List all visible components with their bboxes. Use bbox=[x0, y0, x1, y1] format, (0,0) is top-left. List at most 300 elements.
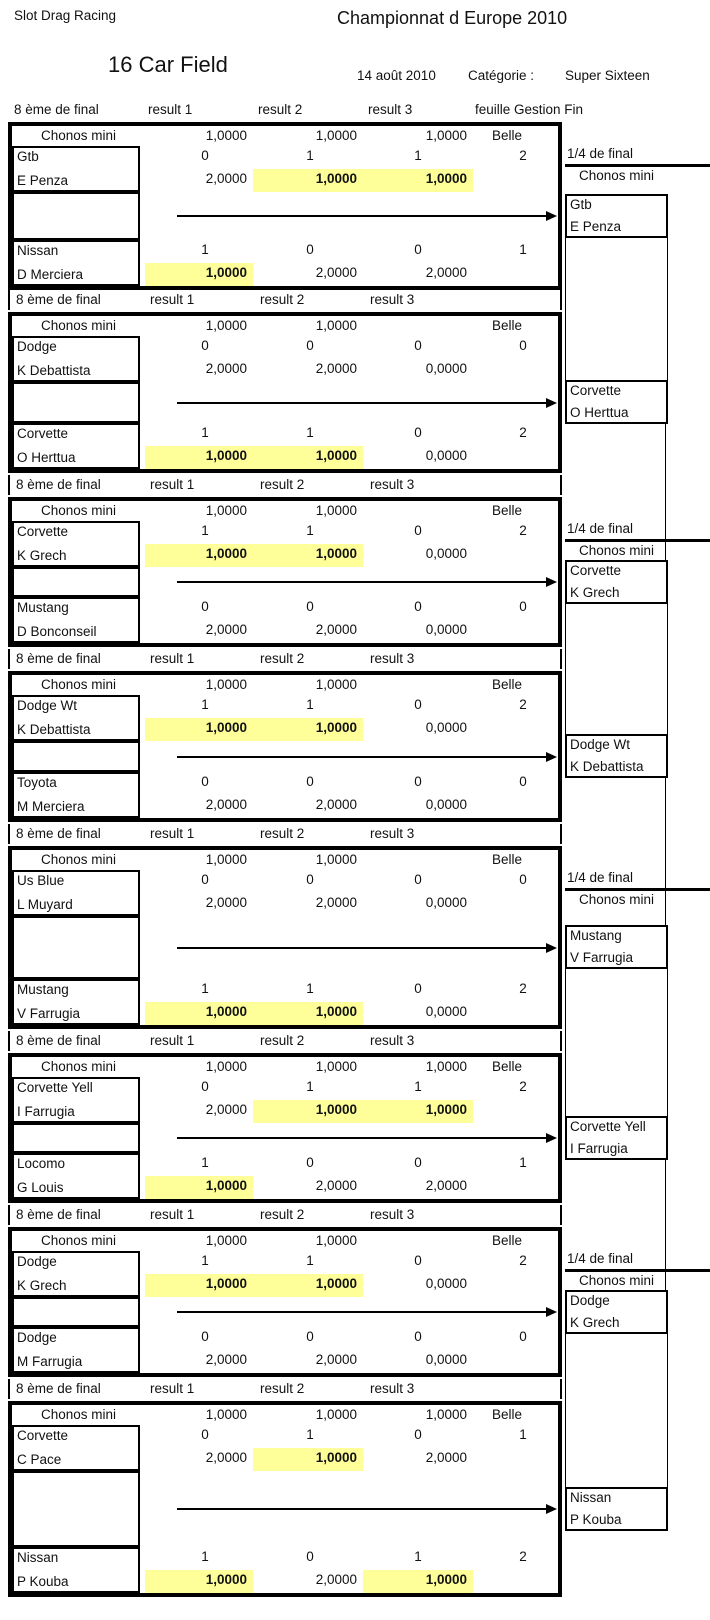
app-title: Slot Drag Racing bbox=[14, 8, 117, 23]
result-col-label: result 3 bbox=[370, 1033, 415, 1048]
advance-arrow-head bbox=[546, 398, 557, 408]
car-name: Gtb bbox=[570, 197, 592, 212]
result-col-label: result 3 bbox=[370, 1207, 415, 1222]
run-time: 1,0000 bbox=[315, 1102, 357, 1117]
entrant-box bbox=[12, 1327, 140, 1373]
belle-win-count: 0 bbox=[519, 774, 527, 789]
run-time: 2,0000 bbox=[205, 895, 247, 910]
win-count: 0 bbox=[201, 1427, 209, 1442]
belle-win-count: 2 bbox=[519, 1079, 527, 1094]
chrono-value: 1,0000 bbox=[205, 1233, 247, 1248]
win-count: 0 bbox=[306, 338, 314, 353]
run-time: 0,0000 bbox=[425, 720, 467, 735]
driver-name: M Merciera bbox=[17, 799, 85, 814]
chrono-label: Chonos mini bbox=[40, 677, 117, 692]
entrant-box bbox=[12, 1425, 140, 1471]
connector-box bbox=[12, 741, 140, 772]
win-count: 1 bbox=[201, 981, 209, 996]
run-time: 2,0000 bbox=[315, 895, 357, 910]
qf-winner-box bbox=[565, 1487, 668, 1531]
run-time: 1,0000 bbox=[205, 1178, 247, 1193]
advance-arrow-line bbox=[177, 215, 547, 217]
win-count: 1 bbox=[201, 242, 209, 257]
win-count: 0 bbox=[414, 774, 422, 789]
result-col-label: result 1 bbox=[150, 826, 195, 841]
driver-name: K Debattista bbox=[570, 759, 644, 774]
win-count: 1 bbox=[306, 148, 314, 163]
round-label: 8 ème de final bbox=[16, 651, 101, 666]
result-col-label: result 1 bbox=[150, 1033, 195, 1048]
run-time: 2,0000 bbox=[315, 622, 357, 637]
win-count: 1 bbox=[306, 523, 314, 538]
belle-win-count: 0 bbox=[519, 338, 527, 353]
qf-label-underline bbox=[565, 164, 710, 167]
round-label: 8 ème de final bbox=[14, 102, 99, 117]
car-name: Mustang bbox=[570, 928, 622, 943]
belle-win-count: 2 bbox=[519, 697, 527, 712]
belle-win-count: 0 bbox=[519, 1329, 527, 1344]
entrant-box bbox=[12, 336, 140, 382]
chrono-value: 1,0000 bbox=[315, 503, 357, 518]
result-col-label: result 2 bbox=[260, 1207, 305, 1222]
result-col-label: result 1 bbox=[150, 1381, 195, 1396]
event-date: 14 août 2010 bbox=[357, 68, 436, 83]
connector-box bbox=[12, 382, 140, 423]
belle-win-count: 1 bbox=[519, 242, 527, 257]
win-count: 0 bbox=[306, 1155, 314, 1170]
qf-connector-cell bbox=[565, 604, 668, 734]
car-name: Mustang bbox=[17, 600, 69, 615]
car-name: Dodge bbox=[17, 339, 57, 354]
match-block bbox=[8, 497, 562, 647]
run-time: 1,0000 bbox=[315, 546, 357, 561]
win-count: 0 bbox=[201, 872, 209, 887]
run-time: 1,0000 bbox=[205, 546, 247, 561]
run-time: 1,0000 bbox=[315, 1450, 357, 1465]
qf-label: 1/4 de final bbox=[567, 146, 634, 161]
round-label: 8 ème de final bbox=[16, 826, 101, 841]
entrant-box bbox=[12, 521, 140, 567]
qf-connector-cell bbox=[565, 969, 668, 1116]
belle-win-count: 2 bbox=[519, 981, 527, 996]
chrono-label: Chonos mini bbox=[40, 852, 117, 867]
win-count: 1 bbox=[306, 1253, 314, 1268]
result-col-label: result 1 bbox=[150, 477, 195, 492]
qf-winner-box bbox=[565, 194, 668, 238]
entrant-box bbox=[12, 1251, 140, 1297]
win-count: 0 bbox=[414, 1427, 422, 1442]
result-col-label: result 1 bbox=[150, 1207, 195, 1222]
win-count: 0 bbox=[414, 338, 422, 353]
car-name: Us Blue bbox=[17, 873, 65, 888]
win-count: 1 bbox=[201, 1549, 209, 1564]
result-col-label: result 3 bbox=[370, 651, 415, 666]
car-name: Corvette bbox=[570, 563, 622, 578]
car-name: Dodge Wt bbox=[17, 698, 78, 713]
entrant-box bbox=[12, 597, 140, 643]
result-col-label: result 3 bbox=[370, 1381, 415, 1396]
match-block bbox=[8, 122, 562, 290]
win-count: 0 bbox=[306, 1329, 314, 1344]
car-name: Dodge Wt bbox=[570, 737, 631, 752]
win-count: 1 bbox=[201, 425, 209, 440]
chrono-label: Chonos mini bbox=[40, 318, 117, 333]
qf-chrono-label: Chonos mini bbox=[578, 892, 655, 907]
round-header-row bbox=[8, 1031, 562, 1051]
driver-name: K Grech bbox=[570, 585, 620, 600]
run-time: 1,0000 bbox=[205, 448, 247, 463]
driver-name: V Farrugia bbox=[17, 1006, 81, 1021]
run-time: 1,0000 bbox=[315, 1004, 357, 1019]
run-time: 2,0000 bbox=[315, 1572, 357, 1587]
advance-arrow-head bbox=[546, 211, 557, 221]
qf-connector-cell bbox=[565, 1334, 668, 1487]
entrant-box bbox=[12, 979, 140, 1025]
result-col-label: result 2 bbox=[260, 1381, 305, 1396]
car-name: Nissan bbox=[570, 1490, 612, 1505]
belle-win-count: 0 bbox=[519, 872, 527, 887]
win-count: 0 bbox=[201, 338, 209, 353]
chrono-value: 1,0000 bbox=[205, 852, 247, 867]
qf-label: 1/4 de final bbox=[567, 1251, 634, 1266]
chrono-value: 1,0000 bbox=[425, 128, 467, 143]
run-time: 1,0000 bbox=[315, 720, 357, 735]
chrono-value: 1,0000 bbox=[205, 503, 247, 518]
car-name: Toyota bbox=[17, 775, 57, 790]
result-col-label: result 3 bbox=[368, 102, 413, 117]
run-time: 2,0000 bbox=[425, 1178, 467, 1193]
run-time: 1,0000 bbox=[315, 448, 357, 463]
advance-arrow-line bbox=[177, 1137, 547, 1139]
driver-name: I Farrugia bbox=[570, 1141, 628, 1156]
chrono-value: 1,0000 bbox=[315, 1059, 357, 1074]
qf-winner-box bbox=[565, 734, 668, 778]
win-count: 0 bbox=[201, 148, 209, 163]
result-col-label: result 2 bbox=[260, 651, 305, 666]
win-count: 0 bbox=[414, 1155, 422, 1170]
result-col-label: result 2 bbox=[258, 102, 303, 117]
win-count: 1 bbox=[306, 1427, 314, 1442]
advance-arrow-line bbox=[177, 1508, 547, 1510]
win-count: 0 bbox=[414, 1329, 422, 1344]
car-name: Corvette bbox=[17, 1428, 69, 1443]
win-count: 1 bbox=[306, 697, 314, 712]
qf-winner-box bbox=[565, 1116, 668, 1160]
qf-label: 1/4 de final bbox=[567, 870, 634, 885]
driver-name: L Muyard bbox=[17, 897, 73, 912]
chrono-value: 1,0000 bbox=[315, 318, 357, 333]
win-count: 0 bbox=[414, 872, 422, 887]
advance-arrow-head bbox=[546, 1133, 557, 1143]
connector-box bbox=[12, 1471, 140, 1547]
round-label: 8 ème de final bbox=[16, 1381, 101, 1396]
driver-name: E Penza bbox=[570, 219, 622, 234]
driver-name: I Farrugia bbox=[17, 1104, 75, 1119]
belle-label: Belle bbox=[491, 503, 523, 518]
win-count: 1 bbox=[306, 425, 314, 440]
belle-label: Belle bbox=[491, 677, 523, 692]
qf-label-underline bbox=[565, 539, 710, 542]
car-name: Mustang bbox=[17, 982, 69, 997]
qf-winner-box bbox=[565, 380, 668, 424]
run-time: 1,0000 bbox=[205, 720, 247, 735]
win-count: 0 bbox=[414, 242, 422, 257]
round-header-row bbox=[8, 290, 562, 310]
run-time: 0,0000 bbox=[425, 1276, 467, 1291]
car-name: Dodge bbox=[17, 1330, 57, 1345]
driver-name: G Louis bbox=[17, 1180, 64, 1195]
chrono-value: 1,0000 bbox=[425, 1407, 467, 1422]
win-count: 0 bbox=[201, 774, 209, 789]
run-time: 0,0000 bbox=[425, 797, 467, 812]
win-count: 1 bbox=[414, 1079, 422, 1094]
round-label: 8 ème de final bbox=[16, 1033, 101, 1048]
match-block bbox=[8, 1401, 562, 1597]
sheet-label: feuille Gestion Fin bbox=[475, 102, 584, 117]
belle-win-count: 1 bbox=[519, 1155, 527, 1170]
run-time: 0,0000 bbox=[425, 622, 467, 637]
belle-win-count: 2 bbox=[519, 148, 527, 163]
chrono-value: 1,0000 bbox=[315, 128, 357, 143]
car-name: Nissan bbox=[17, 1550, 59, 1565]
field-title: 16 Car Field bbox=[108, 52, 228, 77]
round-header-row bbox=[8, 1379, 562, 1399]
belle-win-count: 2 bbox=[519, 425, 527, 440]
run-time: 1,0000 bbox=[425, 1102, 467, 1117]
entrant-box bbox=[12, 772, 140, 818]
car-name: Corvette bbox=[17, 524, 69, 539]
entrant-box bbox=[12, 423, 140, 469]
win-count: 0 bbox=[306, 872, 314, 887]
driver-name: M Farrugia bbox=[17, 1354, 83, 1369]
match-block bbox=[8, 1227, 562, 1377]
advance-arrow-head bbox=[546, 1307, 557, 1317]
entrant-box bbox=[12, 1077, 140, 1123]
round-header-row bbox=[8, 649, 562, 669]
entrant-box bbox=[12, 146, 140, 192]
driver-name: O Herttua bbox=[570, 405, 629, 420]
win-count: 0 bbox=[201, 1329, 209, 1344]
chrono-value: 1,0000 bbox=[315, 1407, 357, 1422]
run-time: 1,0000 bbox=[315, 171, 357, 186]
page-title: Championnat d Europe 2010 bbox=[337, 8, 568, 28]
match-block bbox=[8, 1053, 562, 1203]
driver-name: K Debattista bbox=[17, 363, 91, 378]
run-time: 1,0000 bbox=[425, 1572, 467, 1587]
category-value: Super Sixteen bbox=[565, 68, 650, 83]
chrono-label: Chonos mini bbox=[40, 1233, 117, 1248]
belle-label: Belle bbox=[491, 128, 523, 143]
round-header-row bbox=[8, 824, 562, 844]
win-count: 0 bbox=[306, 774, 314, 789]
belle-win-count: 2 bbox=[519, 523, 527, 538]
driver-name: P Kouba bbox=[17, 1574, 69, 1589]
car-name: Locomo bbox=[17, 1156, 66, 1171]
car-name: Corvette bbox=[17, 426, 69, 441]
result-col-label: result 2 bbox=[260, 826, 305, 841]
belle-win-count: 1 bbox=[519, 1427, 527, 1442]
result-col-label: result 2 bbox=[260, 477, 305, 492]
qf-connector-cell bbox=[565, 238, 668, 380]
match-block bbox=[8, 312, 562, 473]
driver-name: E Penza bbox=[17, 173, 69, 188]
advance-arrow-head bbox=[546, 577, 557, 587]
car-name: Gtb bbox=[17, 149, 39, 164]
advance-arrow-line bbox=[177, 947, 547, 949]
win-count: 0 bbox=[414, 425, 422, 440]
qf-winner-box bbox=[565, 560, 668, 604]
run-time: 2,0000 bbox=[205, 361, 247, 376]
car-name: Corvette Yell bbox=[17, 1080, 93, 1095]
chrono-value: 1,0000 bbox=[315, 852, 357, 867]
car-name: Corvette Yell bbox=[570, 1119, 646, 1134]
driver-name: K Grech bbox=[17, 548, 67, 563]
qf-winner-box bbox=[565, 925, 668, 969]
belle-win-count: 2 bbox=[519, 1549, 527, 1564]
advance-arrow-line bbox=[177, 581, 547, 583]
belle-win-count: 2 bbox=[519, 1253, 527, 1268]
run-time: 0,0000 bbox=[425, 361, 467, 376]
round-label: 8 ème de final bbox=[16, 292, 101, 307]
run-time: 2,0000 bbox=[205, 1102, 247, 1117]
chrono-value: 1,0000 bbox=[205, 128, 247, 143]
chrono-value: 1,0000 bbox=[205, 318, 247, 333]
run-time: 1,0000 bbox=[205, 265, 247, 280]
win-count: 0 bbox=[414, 599, 422, 614]
advance-arrow-head bbox=[546, 752, 557, 762]
chrono-value: 1,0000 bbox=[205, 1407, 247, 1422]
entrant-box bbox=[12, 870, 140, 916]
run-time: 2,0000 bbox=[205, 171, 247, 186]
connector-box bbox=[12, 1123, 140, 1153]
run-time: 2,0000 bbox=[205, 622, 247, 637]
win-count: 1 bbox=[201, 697, 209, 712]
qf-label-underline bbox=[565, 1269, 710, 1272]
qf-label: 1/4 de final bbox=[567, 521, 634, 536]
belle-label: Belle bbox=[491, 318, 523, 333]
run-time: 2,0000 bbox=[425, 1450, 467, 1465]
qf-winner-box bbox=[565, 1290, 668, 1334]
run-time: 1,0000 bbox=[205, 1004, 247, 1019]
car-name: Corvette bbox=[570, 383, 622, 398]
chrono-label: Chonos mini bbox=[40, 503, 117, 518]
result-col-label: result 2 bbox=[260, 292, 305, 307]
result-col-label: result 1 bbox=[150, 651, 195, 666]
win-count: 1 bbox=[201, 1253, 209, 1268]
match-block bbox=[8, 671, 562, 822]
run-time: 1,0000 bbox=[425, 171, 467, 186]
run-time: 1,0000 bbox=[205, 1276, 247, 1291]
chrono-label: Chonos mini bbox=[40, 1407, 117, 1422]
win-count: 0 bbox=[414, 697, 422, 712]
chrono-label: Chonos mini bbox=[40, 1059, 117, 1074]
run-time: 0,0000 bbox=[425, 895, 467, 910]
win-count: 1 bbox=[306, 981, 314, 996]
win-count: 0 bbox=[414, 1253, 422, 1268]
chrono-value: 1,0000 bbox=[205, 677, 247, 692]
round-header-row bbox=[8, 1205, 562, 1225]
chrono-label: Chonos mini bbox=[40, 128, 117, 143]
run-time: 1,0000 bbox=[315, 1276, 357, 1291]
advance-arrow-head bbox=[546, 943, 557, 953]
run-time: 2,0000 bbox=[315, 265, 357, 280]
chrono-value: 1,0000 bbox=[205, 1059, 247, 1074]
belle-label: Belle bbox=[491, 1059, 523, 1074]
win-count: 0 bbox=[201, 599, 209, 614]
driver-name: K Debattista bbox=[17, 722, 91, 737]
run-time: 0,0000 bbox=[425, 546, 467, 561]
driver-name: D Bonconseil bbox=[17, 624, 97, 639]
run-time: 0,0000 bbox=[425, 448, 467, 463]
win-count: 0 bbox=[306, 599, 314, 614]
driver-name: V Farrugia bbox=[570, 950, 634, 965]
chrono-value: 1,0000 bbox=[425, 1059, 467, 1074]
run-time: 0,0000 bbox=[425, 1004, 467, 1019]
round-label: 8 ème de final bbox=[16, 477, 101, 492]
qf-chrono-label: Chonos mini bbox=[578, 543, 655, 558]
entrant-box bbox=[12, 695, 140, 741]
result-col-label: result 3 bbox=[370, 826, 415, 841]
result-col-label: result 3 bbox=[370, 292, 415, 307]
result-col-label: result 1 bbox=[148, 102, 193, 117]
advance-arrow-line bbox=[177, 756, 547, 758]
entrant-box bbox=[12, 240, 140, 286]
win-count: 0 bbox=[201, 1079, 209, 1094]
driver-name: K Grech bbox=[570, 1315, 620, 1330]
qf-chrono-label: Chonos mini bbox=[578, 1273, 655, 1288]
car-name: Dodge bbox=[570, 1293, 610, 1308]
run-time: 2,0000 bbox=[315, 1178, 357, 1193]
run-time: 2,0000 bbox=[205, 1352, 247, 1367]
connector-box bbox=[12, 1297, 140, 1327]
entrant-box bbox=[12, 1547, 140, 1593]
driver-name: D Merciera bbox=[17, 267, 84, 282]
car-name: Nissan bbox=[17, 243, 59, 258]
connector-box bbox=[12, 567, 140, 597]
chrono-value: 1,0000 bbox=[315, 1233, 357, 1248]
run-time: 2,0000 bbox=[315, 1352, 357, 1367]
advance-arrow-head bbox=[546, 1504, 557, 1514]
round-header-row bbox=[8, 475, 562, 495]
belle-label: Belle bbox=[491, 1233, 523, 1248]
belle-label: Belle bbox=[491, 1407, 523, 1422]
run-time: 0,0000 bbox=[425, 1352, 467, 1367]
driver-name: C Pace bbox=[17, 1452, 62, 1467]
car-name: Dodge bbox=[17, 1254, 57, 1269]
win-count: 0 bbox=[414, 523, 422, 538]
win-count: 0 bbox=[414, 981, 422, 996]
advance-arrow-line bbox=[177, 402, 547, 404]
run-time: 1,0000 bbox=[205, 1572, 247, 1587]
run-time: 2,0000 bbox=[205, 797, 247, 812]
belle-win-count: 0 bbox=[519, 599, 527, 614]
advance-arrow-line bbox=[177, 1311, 547, 1313]
run-time: 2,0000 bbox=[315, 797, 357, 812]
result-col-label: result 3 bbox=[370, 477, 415, 492]
connector-box bbox=[12, 916, 140, 979]
connector-box bbox=[12, 192, 140, 240]
run-time: 2,0000 bbox=[425, 265, 467, 280]
round-label: 8 ème de final bbox=[16, 1207, 101, 1222]
result-col-label: result 2 bbox=[260, 1033, 305, 1048]
category-label: Catégorie : bbox=[468, 68, 535, 83]
win-count: 1 bbox=[414, 148, 422, 163]
win-count: 1 bbox=[414, 1549, 422, 1564]
win-count: 0 bbox=[306, 242, 314, 257]
qf-chrono-label: Chonos mini bbox=[578, 168, 655, 183]
entrant-box bbox=[12, 1153, 140, 1199]
run-time: 2,0000 bbox=[315, 361, 357, 376]
